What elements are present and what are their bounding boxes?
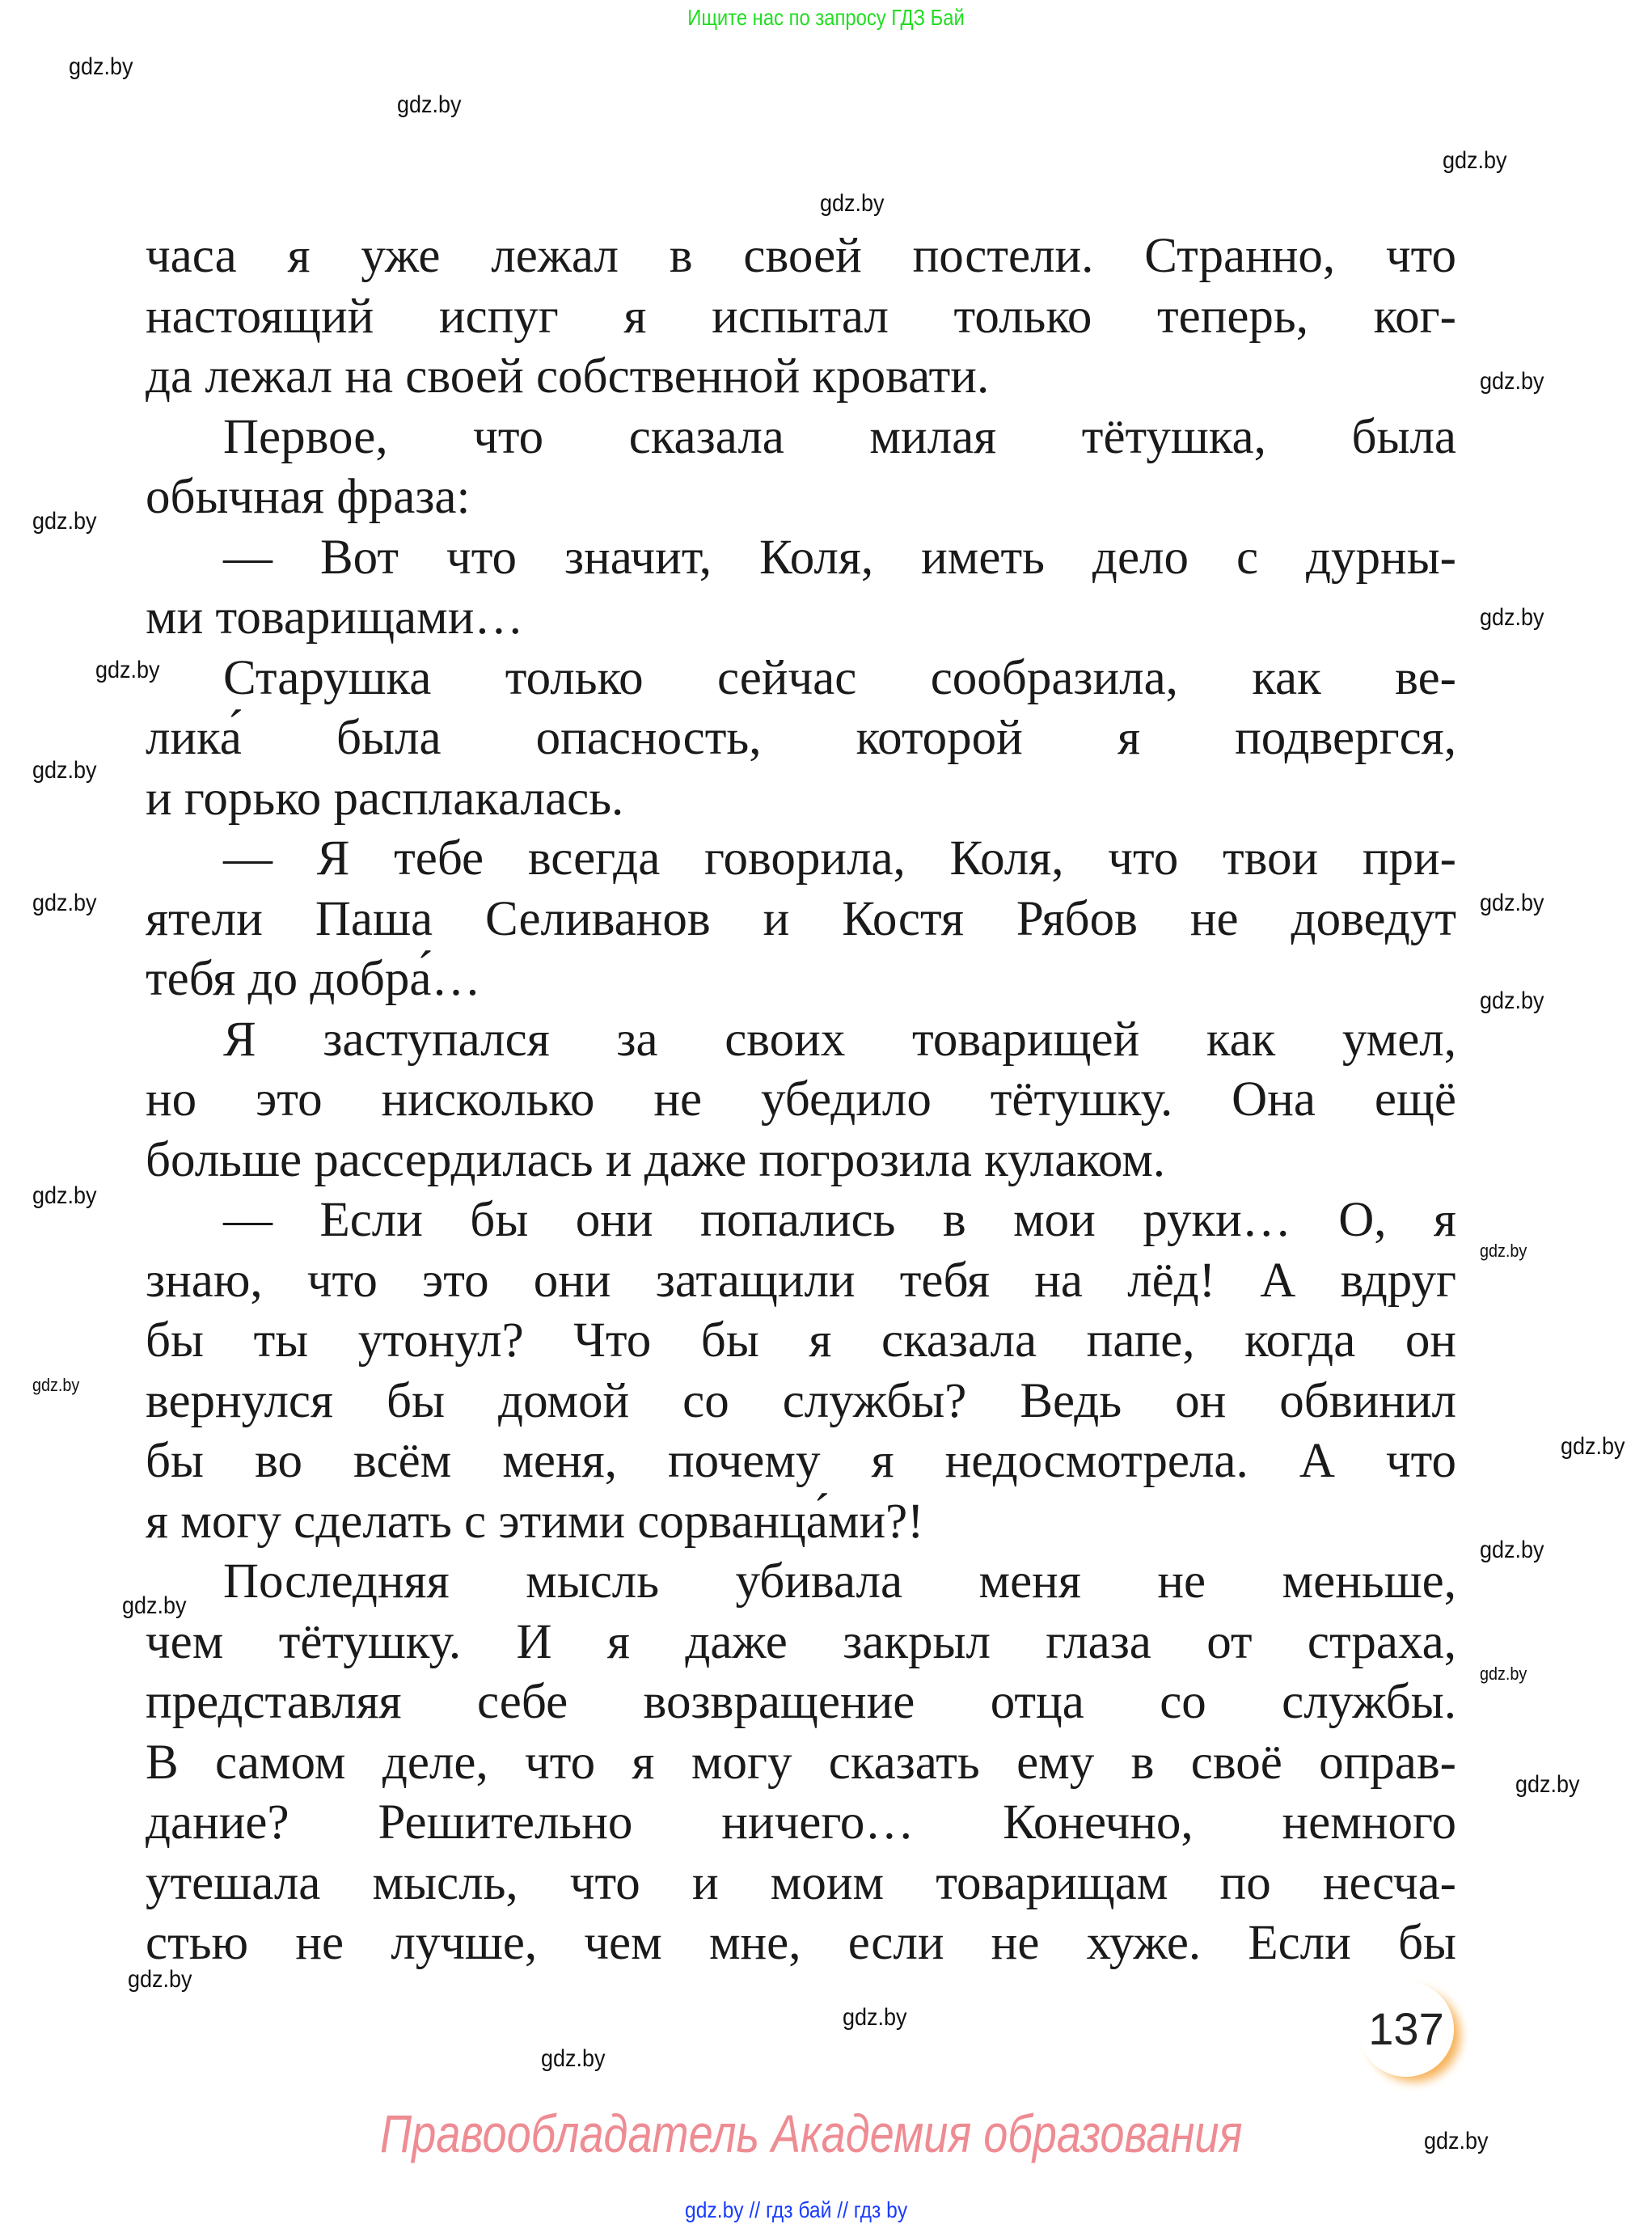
text-line: Я заступался за своих товарищей как умел, bbox=[223, 1012, 1456, 1067]
text-line: чем тётушку. И я даже закрыл глаза от страха, bbox=[146, 1614, 1456, 1669]
watermark: gdz.by bbox=[32, 890, 97, 916]
watermark: gdz.by bbox=[1480, 890, 1544, 916]
text-line: В самом деле, что я могу сказать ему в своё оправ- bbox=[146, 1735, 1456, 1790]
watermark: gdz.by bbox=[128, 1966, 192, 1993]
book-page-text bbox=[146, 226, 1456, 1974]
text-line: ятели Паша Селиванов и Костя Рябов не доведут bbox=[146, 891, 1456, 946]
watermark: gdz.by bbox=[397, 91, 462, 118]
text-line: стью не лучше, чем мне, если не хуже. Если бы bbox=[146, 1916, 1456, 1970]
text-line: да лежал на своей собственной кровати. bbox=[146, 349, 990, 404]
text-line: лика́ была опасность, которой я подвергся, bbox=[146, 711, 1456, 765]
watermark: gdz.by bbox=[32, 508, 97, 535]
watermark: gdz.by bbox=[1480, 987, 1544, 1014]
text-line: настоящий испуг я испытал только теперь, ког- bbox=[146, 289, 1456, 344]
text-line: но это нисколько не убедило тётушку. Она ещё bbox=[146, 1072, 1456, 1127]
watermark: gdz.by bbox=[843, 2004, 907, 2031]
text-line: бы ты утонул? Что бы я сказала папе, когда он bbox=[146, 1313, 1456, 1368]
watermark: gdz.by bbox=[1424, 2128, 1489, 2154]
text-line: и горько расплакалась. bbox=[146, 771, 624, 826]
text-line: ми товарищами… bbox=[146, 590, 524, 645]
text-line: часа я уже лежал в своей постели. Странно, что bbox=[146, 229, 1456, 283]
watermark: gdz.by bbox=[122, 1592, 187, 1619]
text-line: тебя до добра́… bbox=[146, 952, 481, 1006]
text-line: утешала мысль, что и моим товарищам по несча- bbox=[146, 1855, 1456, 1910]
watermark: gdz.by bbox=[541, 2045, 606, 2072]
page-number-badge bbox=[1358, 1981, 1454, 2077]
text-line: представляя себе возвращение отца со службы. bbox=[146, 1675, 1456, 1729]
watermark: gdz.by bbox=[1480, 1241, 1527, 1261]
text-line: вернулся бы домой со службы? Ведь он обвинил bbox=[146, 1373, 1456, 1428]
watermark: gdz.by bbox=[820, 190, 885, 217]
watermark: gdz.by bbox=[1561, 1433, 1625, 1460]
watermark: gdz.by bbox=[69, 53, 133, 80]
text-line: Первое, что сказала милая тётушка, была bbox=[223, 409, 1456, 464]
watermark: gdz.by bbox=[32, 1182, 97, 1209]
watermark: gdz.by bbox=[32, 1375, 80, 1395]
watermark: gdz.by bbox=[1480, 1537, 1544, 1563]
watermark: gdz.by bbox=[95, 657, 160, 683]
text-line: бы во всём меня, почему я недосмотрела. А что bbox=[146, 1434, 1456, 1488]
copyright-notice: Правообладатель Академия образования bbox=[380, 2103, 1243, 2163]
text-line: — Я тебе всегда говорила, Коля, что твои при- bbox=[223, 831, 1456, 886]
search-banner[interactable]: Ищите нас по запросу ГДЗ Бай bbox=[687, 5, 965, 30]
text-line: Последняя мысль убивала меня не меньше, bbox=[223, 1554, 1456, 1609]
text-line: Старушка только сейчас сообразила, как ве- bbox=[223, 650, 1456, 705]
page-number: 137 bbox=[1368, 2003, 1444, 2054]
text-line: обычная фраза: bbox=[146, 470, 471, 524]
watermark: gdz.by bbox=[1480, 604, 1544, 631]
watermark: gdz.by bbox=[32, 757, 97, 784]
watermark: gdz.by bbox=[1480, 368, 1544, 395]
text-line: я могу сделать с этими сорванца́ми?! bbox=[146, 1494, 924, 1549]
watermark: gdz.by bbox=[1480, 1664, 1527, 1684]
text-line: — Вот что значит, Коля, иметь дело с дурны- bbox=[223, 530, 1456, 585]
text-line: — Если бы они попались в мои руки… О, я bbox=[223, 1193, 1456, 1247]
text-line: знаю, что это они затащили тебя на лёд! А вдруг bbox=[146, 1253, 1456, 1308]
footer-links[interactable]: gdz.by // гдз бай // гдз by bbox=[685, 2197, 908, 2222]
text-line: дание? Решительно ничего… Конечно, немного bbox=[146, 1795, 1456, 1850]
watermark: gdz.by bbox=[1443, 147, 1507, 174]
text-line: больше рассердилась и даже погрозила кулаком. bbox=[146, 1132, 1166, 1187]
watermark: gdz.by bbox=[1515, 1771, 1580, 1798]
